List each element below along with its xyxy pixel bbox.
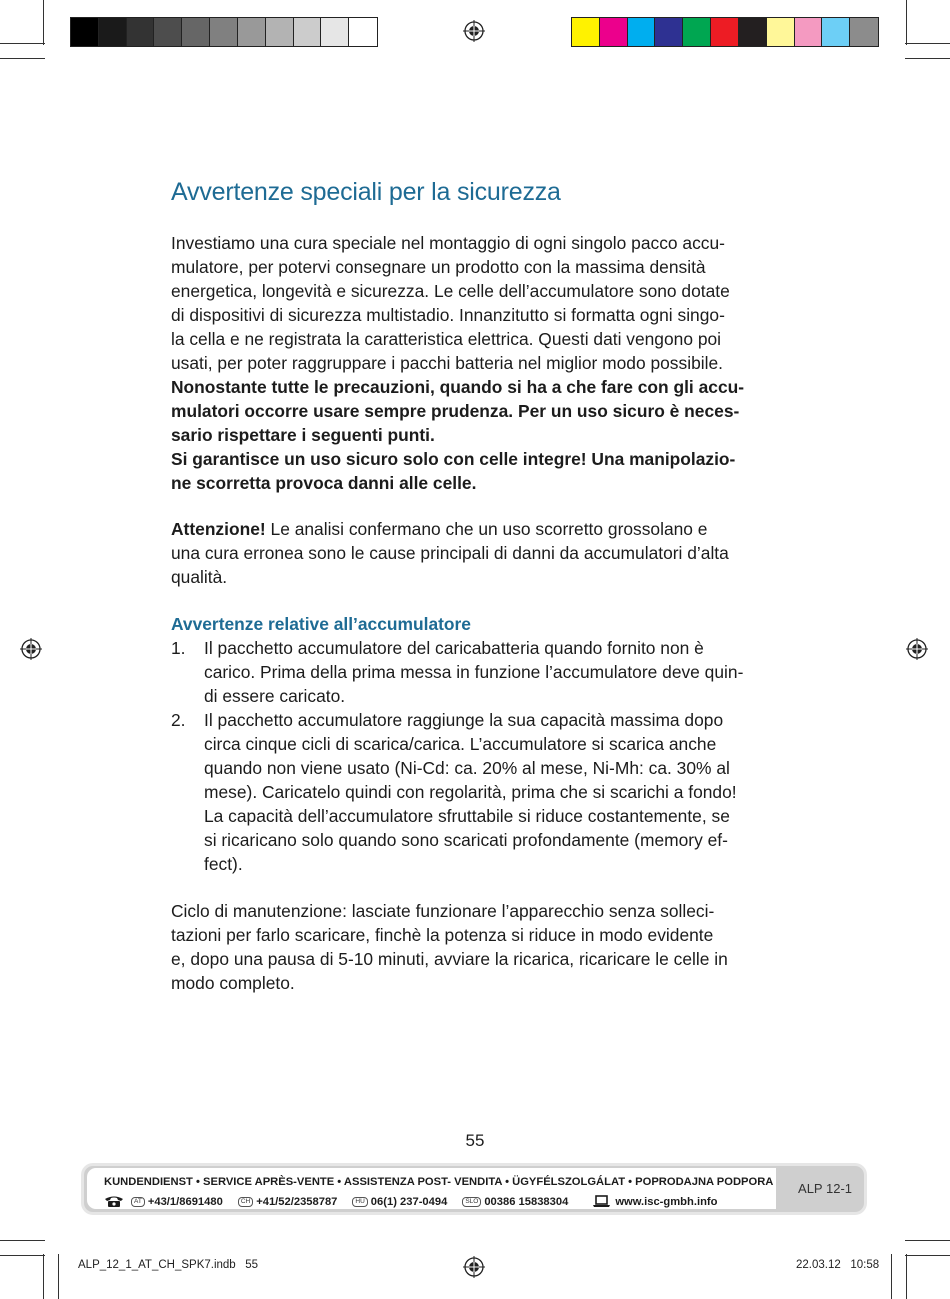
color-swatch	[822, 18, 850, 46]
contact-ch	[238, 1196, 338, 1208]
color-swatch	[655, 18, 683, 46]
color-swatch	[850, 18, 878, 46]
service-info-box	[81, 1163, 867, 1215]
color-swatch	[238, 18, 266, 46]
battery-notes-list	[171, 636, 786, 876]
color-swatch	[99, 18, 127, 46]
crop-mark	[905, 58, 950, 59]
color-swatch	[795, 18, 823, 46]
color-swatch	[127, 18, 155, 46]
crop-mark	[905, 43, 950, 44]
contact-at	[131, 1196, 223, 1208]
color-swatch	[71, 18, 99, 46]
text-line: fect).	[204, 854, 243, 874]
page-number: 55	[465, 1131, 485, 1150]
color-swatch	[154, 18, 182, 46]
text-line: Il pacchetto accumulatore del caricabatteria quando fornito non è	[204, 638, 704, 658]
color-swatch	[294, 18, 322, 46]
text-line: circa cinque cicli di scarica/carica. L’accumulatore si scarica anche	[204, 734, 717, 754]
text-line: mulatore, per potervi consegnare un prodotto con la massima densità	[171, 257, 706, 277]
text-line: Ciclo di manutenzione: lasciate funzionare l’apparecchio senza solleci-	[171, 901, 715, 921]
text-line: carico. Prima della prima messa in funzione l’accumulatore deve quin-	[204, 662, 744, 682]
phone-number: 00386 15838304	[484, 1195, 569, 1208]
model-number: ALP 12-1	[798, 1181, 852, 1196]
page-title: Avvertenze speciali per la sicurezza	[171, 178, 561, 206]
text-line: si ricaricano solo quando sono scaricati profondamente (memory ef-	[204, 830, 728, 850]
crop-mark	[905, 1240, 950, 1241]
registration-target-icon	[906, 638, 928, 660]
contact-slo	[462, 1196, 568, 1208]
text-line: la cella e ne registrata la caratteristica elettrica. Questi dati vengono poi	[171, 329, 722, 349]
crop-mark	[0, 1255, 45, 1256]
print-datetime: 22.03.12 10:58	[796, 1259, 880, 1271]
service-title: KUNDENDIENST • SERVICE APRÈS-VENTE • ASSISTENZA POST- VENDITA • ÜGYFÉLSZOLGÁLAT • POPRODAJNA PODPORA	[104, 1176, 774, 1188]
gray-calibration-bar	[70, 17, 378, 47]
list-number: 2.	[171, 710, 186, 730]
color-swatch	[600, 18, 628, 46]
color-swatch	[711, 18, 739, 46]
color-swatch	[266, 18, 294, 46]
list-item	[171, 636, 786, 708]
color-swatch	[683, 18, 711, 46]
text-line	[171, 517, 786, 541]
phone-number: +41/52/2358787	[256, 1195, 338, 1208]
text-line: energetica, longevità e sicurezza. Le celle dell’accumulatore sono dotate	[171, 281, 730, 301]
laptop-icon	[593, 1195, 610, 1208]
crop-mark	[0, 58, 45, 59]
attention-text: Le analisi confermano che un uso scorretto grossolano e	[265, 519, 708, 539]
registration-target-icon	[463, 1256, 485, 1278]
country-badge: CH	[238, 1197, 253, 1207]
service-info-panel	[87, 1168, 776, 1209]
maintenance-paragraph	[171, 899, 786, 995]
contact-hu	[352, 1196, 447, 1208]
country-badge: SLO	[462, 1197, 481, 1207]
color-swatch	[767, 18, 795, 46]
crop-mark	[905, 1255, 950, 1256]
country-badge: AT	[131, 1197, 145, 1207]
text-line: modo completo.	[171, 973, 295, 993]
intro-paragraph	[171, 231, 786, 495]
attention-label: Attenzione!	[171, 519, 266, 539]
color-swatch	[182, 18, 210, 46]
warning-line: Si garantisce un uso sicuro solo con celle integre! Una manipolazio-	[171, 449, 736, 469]
text-line: Investiamo una cura speciale nel montaggio di ogni singolo pacco accu-	[171, 233, 725, 253]
phone-number: 06(1) 237-0494	[370, 1195, 448, 1208]
warning-line: ne scorretta provoca danni alle celle.	[171, 473, 477, 493]
text-line: una cura erronea sono le cause principali di danni da accumulatori d’alta	[171, 543, 729, 563]
crop-mark	[0, 1240, 45, 1241]
country-badge: HU	[352, 1197, 367, 1207]
text-line: di essere caricato.	[204, 686, 346, 706]
contact-row	[104, 1195, 717, 1208]
color-swatch	[210, 18, 238, 46]
text-line: usati, per poter raggruppare i pacchi batteria nel miglior modo possibile.	[171, 353, 723, 373]
text-line: tazioni per farlo scaricare, finchè la potenza si riduce in modo evidente	[171, 925, 714, 945]
text-line: mese). Caricatelo quindi con regolarità, prima che si scarichi a fondo!	[204, 782, 737, 802]
crop-mark	[43, 1254, 44, 1299]
crop-mark	[906, 1254, 907, 1299]
website-link[interactable]: www.isc-gmbh.info	[615, 1195, 718, 1208]
phone-number: +43/1/8691480	[147, 1195, 223, 1208]
color-swatch	[572, 18, 600, 46]
list-number: 1.	[171, 638, 186, 658]
list-item	[171, 708, 786, 876]
color-swatch	[321, 18, 349, 46]
warning-line: sario rispettare i seguenti punti.	[171, 425, 435, 445]
text-line: qualità.	[171, 567, 228, 587]
crop-mark	[43, 0, 44, 45]
warning-line: mulatori occorre usare sempre prudenza. Per un uso sicuro è neces-	[171, 401, 740, 421]
crop-mark	[0, 43, 45, 44]
registration-target-icon	[20, 638, 42, 660]
section-heading: Avvertenze relative all’accumulatore	[171, 614, 471, 634]
attention-paragraph	[171, 517, 786, 589]
color-swatch	[628, 18, 656, 46]
warning-line: Nonostante tutte le precauzioni, quando si ha a che fare con gli accu-	[171, 377, 745, 397]
crop-mark	[891, 1254, 892, 1299]
color-swatch	[739, 18, 767, 46]
registration-target-icon	[463, 20, 485, 42]
crop-mark	[906, 0, 907, 45]
color-calibration-bar	[571, 17, 879, 47]
text-line: quando non viene usato (Ni-Cd: ca. 20% al mese, Ni-Mh: ca. 30% al	[204, 758, 730, 778]
text-line: e, dopo una pausa di 5-10 minuti, avviare la ricarica, ricaricare le celle in	[171, 949, 728, 969]
text-line: La capacità dell’accumulatore sfruttabile si riduce costantemente, se	[204, 806, 730, 826]
phone-icon	[104, 1195, 124, 1208]
crop-mark	[58, 1254, 59, 1299]
text-line: di dispositivi di sicurezza multistadio. Innanzitutto si formatta ogni singo-	[171, 305, 725, 325]
color-swatch	[349, 18, 377, 46]
file-slug: ALP_12_1_AT_CH_SPK7.indb 55	[78, 1259, 259, 1271]
text-line: Il pacchetto accumulatore raggiunge la sua capacità massima dopo	[204, 710, 724, 730]
